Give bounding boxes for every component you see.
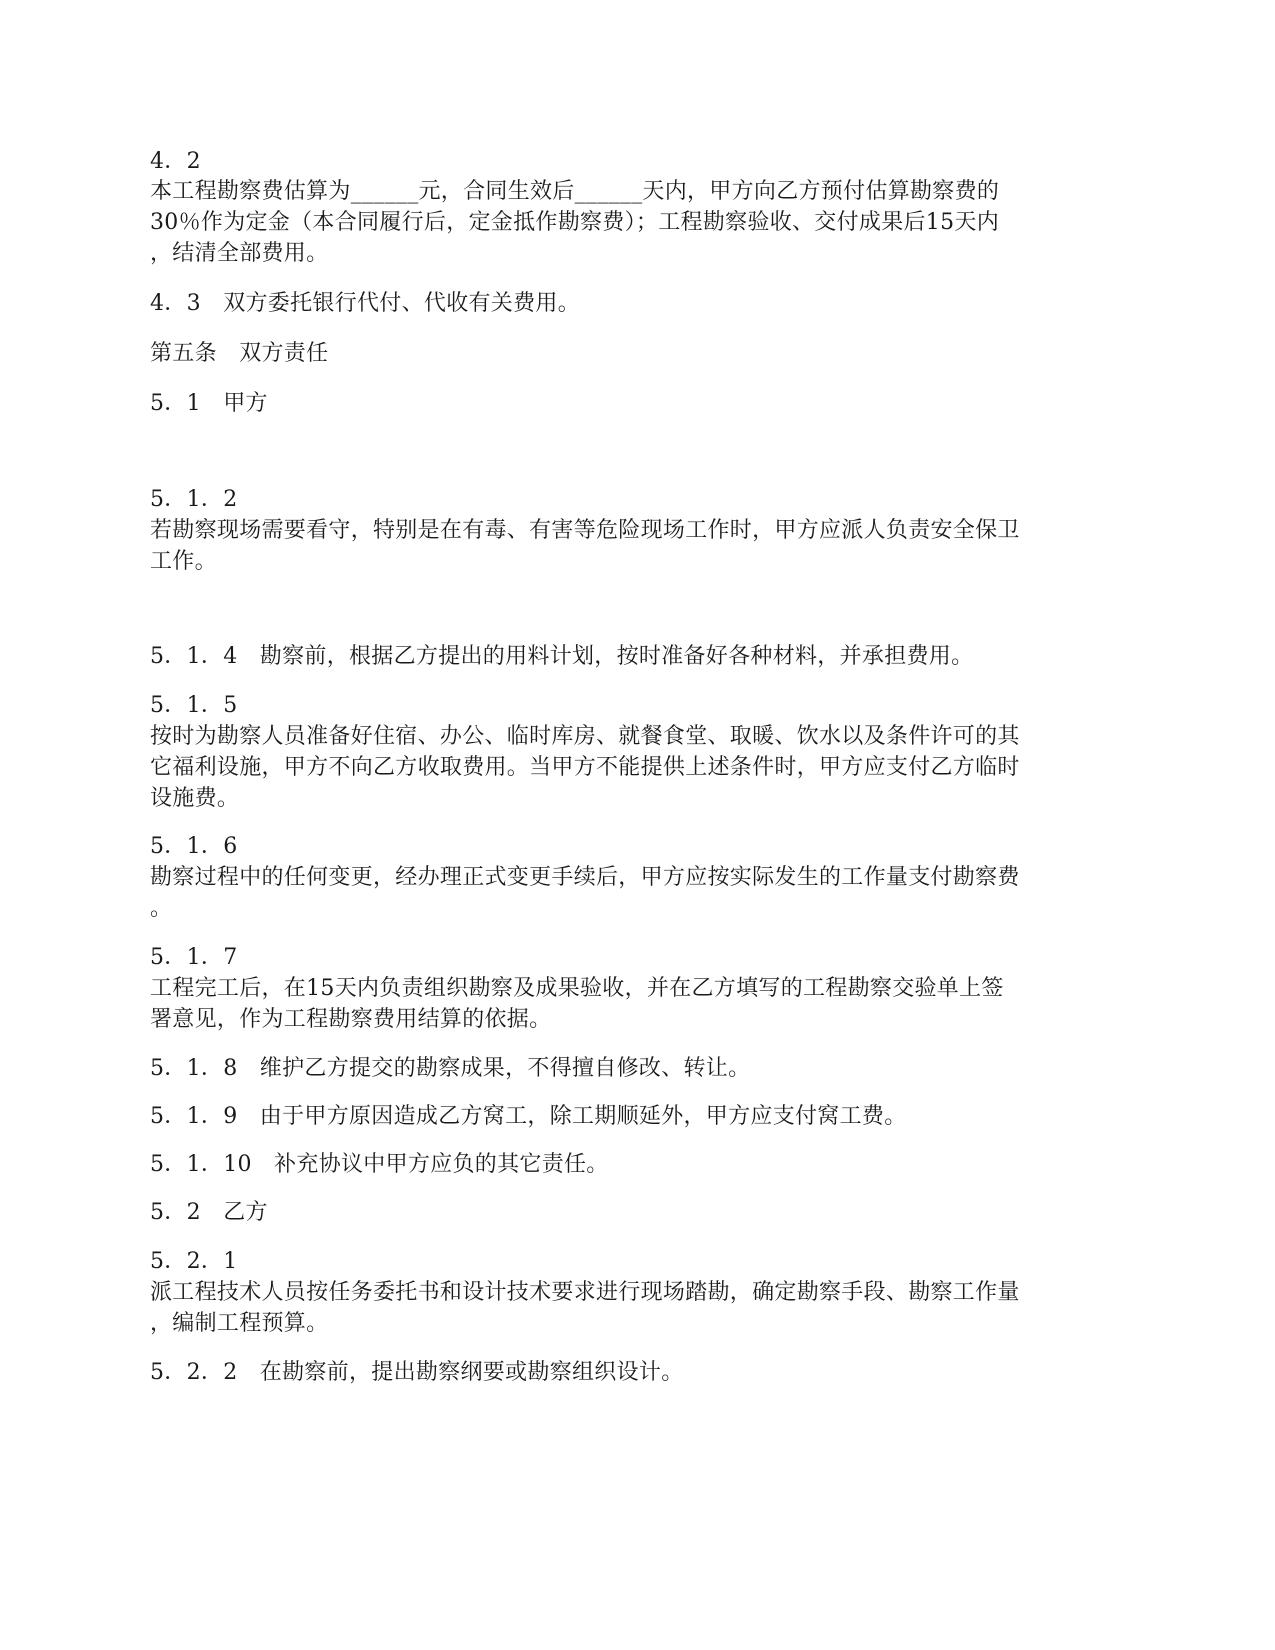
clause-5-1-10: 5．1．10 补充协议中甲方应负的其它责任。 — [150, 1152, 609, 1177]
clause-5-1-2-text-line-1: 若勘察现场需要看守，特别是在有毒、有害等危险现场工作时，甲方应派人负责安全保卫 — [150, 518, 1020, 543]
clause-5-1-6-text-line-1: 勘察过程中的任何变更，经办理正式变更手续后，甲方应按实际发生的工作量支付勘察费 — [150, 865, 1020, 890]
clause-5-1-4: 5．1．4 勘察前，根据乙方提出的用料计划，按时准备好各种材料，并承担费用。 — [150, 644, 974, 669]
clause-5-1-6-heading: 5．1．6 — [150, 834, 238, 859]
article-5-heading: 第五条 双方责任 — [150, 341, 329, 366]
clause-5-1-heading: 5．1 甲方 — [150, 391, 268, 416]
clause-5-1-5-heading: 5．1．5 — [150, 693, 238, 718]
clause-5-1-5-text-line-2: 它福利设施，甲方不向乙方收取费用。当甲方不能提供上述条件时，甲方应支付乙方临时 — [150, 755, 1020, 780]
clause-5-1-2-text-line-2: 工作。 — [150, 549, 217, 574]
clause-5-1-5-text-line-3: 设施费。 — [150, 786, 240, 811]
clause-5-1-6-text-line-2: 。 — [150, 896, 173, 921]
clause-4-2-text-line-3: ，结清全部费用。 — [150, 241, 329, 266]
clause-5-1-5-text-line-1: 按时为勘察人员准备好住宿、办公、临时库房、就餐食堂、取暖、饮水以及条件许可的其 — [150, 724, 1020, 749]
clause-5-2-1-text-line-2: ，编制工程预算。 — [150, 1311, 329, 1336]
clause-5-1-9: 5．1．9 由于甲方原因造成乙方窝工，除工期顺延外，甲方应支付窝工费。 — [150, 1104, 907, 1129]
clause-4-3: 4．3 双方委托银行代付、代收有关费用。 — [150, 291, 580, 316]
clause-5-2-2: 5．2．2 在勘察前，提出勘察纲要或勘察组织设计。 — [150, 1360, 684, 1385]
clause-5-2-1-text-line-1: 派工程技术人员按任务委托书和设计技术要求进行现场踏勘，确定勘察手段、勘察工作量 — [150, 1280, 1020, 1305]
clause-5-1-7-heading: 5．1．7 — [150, 945, 238, 970]
clause-5-1-8: 5．1．8 维护乙方提交的勘察成果，不得擅自修改、转让。 — [150, 1056, 751, 1081]
clause-5-2-1-heading: 5．2．1 — [150, 1249, 238, 1274]
clause-4-2-text-line-1: 本工程勘察费估算为______元，合同生效后______天内，甲方向乙方预付估算勘察费的 — [150, 179, 1000, 204]
clause-5-1-7-text-line-2: 署意见，作为工程勘察费用结算的依据。 — [150, 1007, 552, 1032]
clause-5-1-7-text-line-1: 工程完工后，在15天内负责组织勘察及成果验收，并在乙方填写的工程勘察交验单上签 — [150, 976, 1004, 1001]
clause-4-2-text-line-2: 30％作为定金（本合同履行后，定金抵作勘察费）；工程勘察验收、交付成果后15天内 — [150, 210, 999, 235]
clause-5-2-heading: 5．2 乙方 — [150, 1200, 268, 1225]
clause-4-2-heading: 4．2 — [150, 149, 201, 174]
clause-5-1-2-heading: 5．1．2 — [150, 487, 238, 512]
